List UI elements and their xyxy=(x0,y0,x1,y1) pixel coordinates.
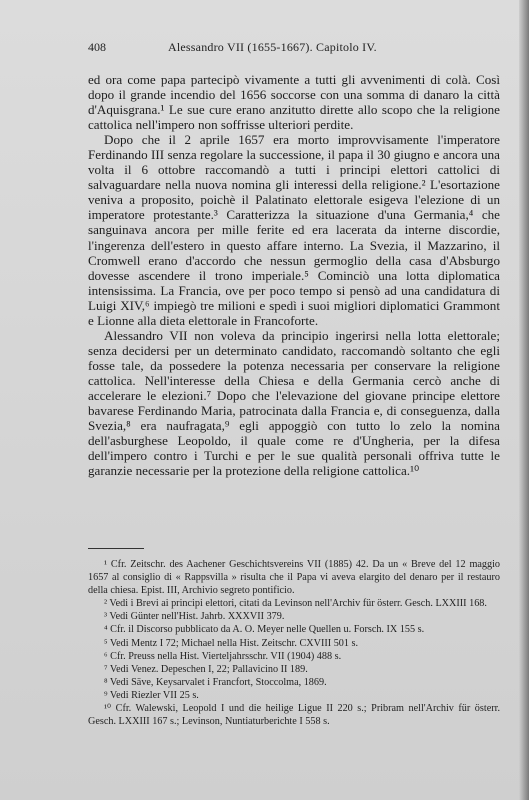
main-text xyxy=(88,72,500,478)
paragraph-1: ed ora come papa partecipò vivamente a tutti gli avvenimenti di colà. Così dopo il grande incendio del 1656 soccorse con una somma di danaro la città d'Aquisgrana.¹ Le sue cure erano anzitutto dirette allo scopo che la religione cattolica nell'impero non soffrisse ulteriori perdite. xyxy=(88,72,500,133)
footnote-4: ⁴ Cfr. il Discorso pubblicato da A. O. Meyer nelle Quellen u. Forsch. IX 155 s. xyxy=(104,624,425,636)
page-spine-shadow xyxy=(519,0,529,800)
footnote-2: ² Vedi i Brevi ai principi elettori, citati da Levinson nell'Archiv für österr. Gesch. LXXIII 168. xyxy=(104,598,487,610)
page-number: 408 xyxy=(88,40,106,54)
page-header xyxy=(88,40,500,56)
footnote-7: ⁷ Vedi Venez. Depeschen I, 22; Pallavicino II 189. xyxy=(104,663,308,675)
paragraph-3: Alessandro VII non voleva da principio ingerirsi nella lotta elettorale; senza decidersi per un determinato candidato, raccomandò soltanto che egli fosse tale, da possedere la potenza necessaria per conservare la religione cattolica. Nell'interesse della Chiesa e della Germania cercò anche di accelerare le elezioni.⁷ Dopo che l'elevazione del giovane principe elettore bavarese Ferdinando Maria, patrocinata dalla Francia e, di conseguenza, dalla Svezia,⁸ era naufragata,⁹ egli appoggiò con tutto lo zelo la nomina dell'asburghese Leopoldo, il quale come re d'Ungheria, per la difesa dell'impero contro i Turchi e per le sue qualità personali offriva tutte le garanzie necessarie per la protezione della religione cattolica.¹⁰ xyxy=(88,327,500,479)
running-title: Alessandro VII (1655-1667). Capitolo IV. xyxy=(168,40,377,54)
footnote-10: ¹⁰ Cfr. Walewski, Leopold I und die heilige Ligue II 220 s.; Pribram nell'Archiv für österr. Gesch. LXXIII 167 s.; Levinson, Nuntiaturberichte I 558 s. xyxy=(88,703,500,728)
footnote-6: ⁶ Cfr. Preuss nella Hist. Vierteljahrsschr. VII (1904) 488 s. xyxy=(104,650,342,662)
footnote-8: ⁸ Vedi Säve, Keysarvalet i Francfort, Stoccolma, 1869. xyxy=(104,676,327,688)
paragraph-2: Dopo che il 2 aprile 1657 era morto improvvisamente l'imperatore Ferdinando III senza regolare la successione, il papa il 30 giugno e ancora una volta il 6 ottobre raccomandò a tutti i principi elettori cattolici di salvaguardare nella nuova nomina gli interessi della religione.² L'esortazione veniva a proposito, poichè il Palatinato elettorale esigeva l'elezione di un imperatore protestante.³ Caratterizza la situazione d'una Germania,⁴ che sanguinava ancora per mille ferite ed era lacerata da interne discordie, l'ingerenza dell'estero in questo affare interno. La Svezia, il Mazzarino, il Cromwell erano d'accordo che nessun germoglio della casa d'Absburgo dovesse ascendere il trono imperiale.⁵ Cominciò una lotta diplomatica intensissima. La Francia, ove per poco tempo si pensò ad una candidatura di Luigi XIV,⁶ impiegò tre milioni e spedì i suoi migliori diplomatici Grammont e Lionne alla dieta elettorale in Francoforte. xyxy=(88,132,500,328)
footnote-5: ⁵ Vedi Mentz I 72; Michael nella Hist. Zeitschr. CXVIII 501 s. xyxy=(104,637,359,649)
footnote-1: ¹ Cfr. Zeitschr. des Aachener Geschichtsvereins VII (1885) 42. Da un « Breve del 12 maggio 1657 al consiglio di « Rappsvilla » risulta che il Papa vi aveva elargito del denaro per il restauro della chiesa. Epist. III, Archivio segreto pontificio. xyxy=(88,559,500,597)
footnote-9: ⁹ Vedi Riezler VII 25 s. xyxy=(104,689,199,701)
footnotes xyxy=(88,558,500,728)
footnote-rule xyxy=(88,548,144,549)
footnote-3: ³ Vedi Günter nell'Hist. Jahrb. XXXVII 379. xyxy=(104,611,285,623)
